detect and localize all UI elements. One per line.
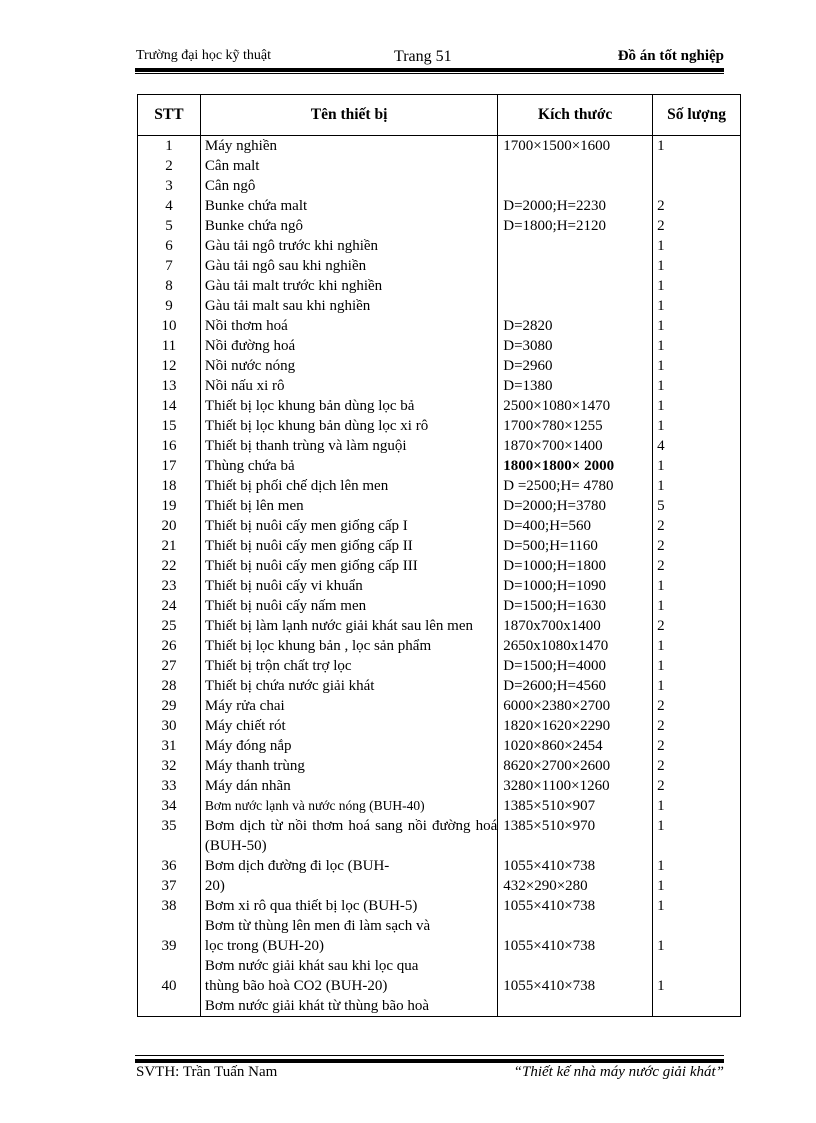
size-cell xyxy=(498,156,653,176)
size-cell: D=1500;H=1630 xyxy=(498,596,653,616)
size-cell: 2500×1080×1470 xyxy=(498,396,653,416)
name-cell: Máy rửa chai xyxy=(200,696,497,716)
stt-cell: 25 xyxy=(138,616,201,636)
name-cell: Gàu tải ngô trước khi nghiền xyxy=(200,236,497,256)
stt-cell: 23 xyxy=(138,576,201,596)
qty-cell: 2 xyxy=(653,556,741,576)
name-cell: Máy nghiền xyxy=(200,136,497,157)
qty-cell xyxy=(653,176,741,196)
stt-cell: 21 xyxy=(138,536,201,556)
size-cell: 3280×1100×1260 xyxy=(498,776,653,796)
table-row xyxy=(138,376,741,396)
table-row xyxy=(138,256,741,276)
qty-cell: 1 xyxy=(653,576,741,596)
table-row xyxy=(138,136,741,157)
qty-cell: 1 xyxy=(653,416,741,436)
name-cell: Bơm dịch đường đi lọc (BUH- xyxy=(200,856,497,876)
name-cell: Nồi thơm hoá xyxy=(200,316,497,336)
name-cell: 20) xyxy=(200,876,497,896)
name-cell: Thiết bị nuôi cấy nấm men xyxy=(200,596,497,616)
size-cell: 2650x1080x1470 xyxy=(498,636,653,656)
table-row xyxy=(138,716,741,736)
footer-author: SVTH: Trần Tuấn Nam xyxy=(136,1064,278,1080)
size-cell xyxy=(498,176,653,196)
table-row xyxy=(138,156,741,176)
table-row xyxy=(138,176,741,196)
stt-cell: 29 xyxy=(138,696,201,716)
size-cell: D=1500;H=4000 xyxy=(498,656,653,676)
table-row xyxy=(138,536,741,556)
table-row xyxy=(138,656,741,676)
size-cell: D=3080 xyxy=(498,336,653,356)
stt-cell: 4 xyxy=(138,196,201,216)
qty-cell: 1 xyxy=(653,596,741,616)
name-cell: Thiết bị thanh trùng và làm nguội xyxy=(200,436,497,456)
stt-cell: 15 xyxy=(138,416,201,436)
qty-cell: 4 xyxy=(653,436,741,456)
size-cell: 1800×1800× 2000 xyxy=(498,456,653,476)
name-cell: Gàu tải malt trước khi nghiền xyxy=(200,276,497,296)
size-cell: 1020×860×2454 xyxy=(498,736,653,756)
size-cell: D=2000;H=2230 xyxy=(498,196,653,216)
table-row xyxy=(138,816,741,856)
stt-cell: 38 xyxy=(138,896,201,916)
name-cell: Gàu tải ngô sau khi nghiền xyxy=(200,256,497,276)
table-row xyxy=(138,876,741,896)
name-cell: Thiết bị chứa nước giải khát xyxy=(200,676,497,696)
size-cell: 1870×700×1400 xyxy=(498,436,653,456)
qty-cell: 1 xyxy=(653,656,741,676)
header-school: Trường đại học kỹ thuật xyxy=(136,48,272,63)
table-row xyxy=(138,996,741,1017)
name-cell: Cân malt xyxy=(200,156,497,176)
header-rule xyxy=(135,68,724,72)
name-cell: Máy thanh trùng xyxy=(200,756,497,776)
size-cell xyxy=(498,256,653,276)
stt-cell: 36 xyxy=(138,856,201,876)
name-cell: Nồi đường hoá xyxy=(200,336,497,356)
qty-cell: 1 xyxy=(653,336,741,356)
stt-cell: 18 xyxy=(138,476,201,496)
size-cell xyxy=(498,956,653,976)
qty-cell: 1 xyxy=(653,396,741,416)
stt-cell: 3 xyxy=(138,176,201,196)
table-row xyxy=(138,516,741,536)
col-name: Tên thiết bị xyxy=(200,95,497,136)
qty-cell: 1 xyxy=(653,896,741,916)
size-cell: 1055×410×738 xyxy=(498,856,653,876)
size-cell xyxy=(498,916,653,936)
stt-cell: 17 xyxy=(138,456,201,476)
name-cell: Thiết bị nuôi cấy men giống cấp II xyxy=(200,536,497,556)
qty-cell: 2 xyxy=(653,216,741,236)
qty-cell: 1 xyxy=(653,876,741,896)
col-qty: Số lượng xyxy=(653,95,741,136)
qty-cell: 1 xyxy=(653,456,741,476)
qty-cell: 1 xyxy=(653,256,741,276)
qty-cell: 2 xyxy=(653,516,741,536)
qty-cell: 1 xyxy=(653,816,741,856)
name-cell: Thiết bị nuôi cấy men giống cấp III xyxy=(200,556,497,576)
size-cell: D =2500;H= 4780 xyxy=(498,476,653,496)
table-body xyxy=(138,136,741,1017)
stt-cell: 16 xyxy=(138,436,201,456)
qty-cell: 5 xyxy=(653,496,741,516)
name-cell: Thùng chứa bả xyxy=(200,456,497,476)
name-cell: Thiết bị phối chế dịch lên men xyxy=(200,476,497,496)
size-cell: D=2820 xyxy=(498,316,653,336)
name-cell: Thiết bị nuôi cấy men giống cấp I xyxy=(200,516,497,536)
header-title: Đồ án tốt nghiệp xyxy=(617,48,724,64)
stt-cell: 5 xyxy=(138,216,201,236)
name-cell: Bơm từ thùng lên men đi làm sạch và xyxy=(200,916,497,936)
table-row xyxy=(138,276,741,296)
qty-cell: 1 xyxy=(653,796,741,816)
name-cell: lọc trong (BUH-20) xyxy=(200,936,497,956)
name-cell: Bơm nước lạnh và nước nóng (BUH-40) xyxy=(200,796,497,816)
stt-cell: 35 xyxy=(138,816,201,856)
table-row xyxy=(138,216,741,236)
stt-cell: 31 xyxy=(138,736,201,756)
name-cell: Máy chiết rót xyxy=(200,716,497,736)
table-row xyxy=(138,336,741,356)
stt-cell: 22 xyxy=(138,556,201,576)
qty-cell: 1 xyxy=(653,636,741,656)
qty-cell: 1 xyxy=(653,856,741,876)
qty-cell: 1 xyxy=(653,676,741,696)
qty-cell: 2 xyxy=(653,616,741,636)
stt-cell: 6 xyxy=(138,236,201,256)
table-row xyxy=(138,956,741,976)
name-cell: Nồi nước nóng xyxy=(200,356,497,376)
qty-cell xyxy=(653,996,741,1017)
qty-cell: 1 xyxy=(653,236,741,256)
table-row xyxy=(138,676,741,696)
name-cell: Bơm nước giải khát từ thùng bão hoà xyxy=(200,996,497,1017)
table-row xyxy=(138,976,741,996)
stt-cell: 33 xyxy=(138,776,201,796)
name-cell: Thiết bị làm lạnh nước giải khát sau lên men xyxy=(200,616,497,636)
stt-cell: 1 xyxy=(138,136,201,157)
size-cell: 1055×410×738 xyxy=(498,896,653,916)
equipment-table xyxy=(137,94,741,1017)
stt-cell xyxy=(138,956,201,976)
size-cell: 1055×410×738 xyxy=(498,976,653,996)
table-row xyxy=(138,696,741,716)
size-cell: 432×290×280 xyxy=(498,876,653,896)
name-cell: Bơm xi rô qua thiết bị lọc (BUH-5) xyxy=(200,896,497,916)
size-cell: D=400;H=560 xyxy=(498,516,653,536)
table-row xyxy=(138,396,741,416)
table-row xyxy=(138,896,741,916)
size-cell: 1820×1620×2290 xyxy=(498,716,653,736)
stt-cell: 8 xyxy=(138,276,201,296)
size-cell: D=1000;H=1800 xyxy=(498,556,653,576)
size-cell: 8620×2700×2600 xyxy=(498,756,653,776)
table-row xyxy=(138,436,741,456)
stt-cell: 20 xyxy=(138,516,201,536)
qty-cell xyxy=(653,156,741,176)
table-row xyxy=(138,296,741,316)
page-number: Trang 51 xyxy=(394,48,452,65)
size-cell: 1385×510×970 xyxy=(498,816,653,856)
stt-cell: 12 xyxy=(138,356,201,376)
stt-cell: 34 xyxy=(138,796,201,816)
name-cell: Bunke chứa malt xyxy=(200,196,497,216)
table-row xyxy=(138,916,741,936)
stt-cell: 2 xyxy=(138,156,201,176)
qty-cell: 2 xyxy=(653,696,741,716)
size-cell: 1700×1500×1600 xyxy=(498,136,653,157)
qty-cell: 2 xyxy=(653,776,741,796)
stt-cell: 39 xyxy=(138,936,201,956)
stt-cell: 9 xyxy=(138,296,201,316)
qty-cell: 1 xyxy=(653,476,741,496)
size-cell: D=2600;H=4560 xyxy=(498,676,653,696)
qty-cell: 2 xyxy=(653,736,741,756)
name-cell: Nồi nấu xi rô xyxy=(200,376,497,396)
table-row xyxy=(138,936,741,956)
table-row xyxy=(138,236,741,256)
size-cell xyxy=(498,296,653,316)
qty-cell: 1 xyxy=(653,296,741,316)
size-cell: D=2960 xyxy=(498,356,653,376)
table-row xyxy=(138,616,741,636)
size-cell: 1700×780×1255 xyxy=(498,416,653,436)
size-cell: 1870x700x1400 xyxy=(498,616,653,636)
qty-cell: 1 xyxy=(653,316,741,336)
qty-cell xyxy=(653,956,741,976)
size-cell: D=1800;H=2120 xyxy=(498,216,653,236)
name-cell: Thiết bị lọc khung bản dùng lọc bả xyxy=(200,396,497,416)
name-cell: Gàu tải malt sau khi nghiền xyxy=(200,296,497,316)
qty-cell: 2 xyxy=(653,756,741,776)
name-cell: Máy đóng nắp xyxy=(200,736,497,756)
size-cell: D=2000;H=3780 xyxy=(498,496,653,516)
size-cell xyxy=(498,996,653,1017)
stt-cell: 28 xyxy=(138,676,201,696)
stt-cell: 24 xyxy=(138,596,201,616)
col-size: Kích thước xyxy=(498,95,653,136)
table-row xyxy=(138,196,741,216)
name-cell: Bơm nước giải khát sau khi lọc qua xyxy=(200,956,497,976)
stt-cell: 14 xyxy=(138,396,201,416)
stt-cell: 11 xyxy=(138,336,201,356)
size-cell: D=500;H=1160 xyxy=(498,536,653,556)
table-row xyxy=(138,416,741,436)
size-cell xyxy=(498,276,653,296)
size-cell: D=1380 xyxy=(498,376,653,396)
table-row xyxy=(138,596,741,616)
name-cell: thùng bão hoà CO2 (BUH-20) xyxy=(200,976,497,996)
size-cell xyxy=(498,236,653,256)
name-cell: Bunke chứa ngô xyxy=(200,216,497,236)
qty-cell: 2 xyxy=(653,536,741,556)
qty-cell: 1 xyxy=(653,976,741,996)
footer-rule-thin xyxy=(135,1055,724,1056)
qty-cell: 1 xyxy=(653,136,741,157)
size-cell: 6000×2380×2700 xyxy=(498,696,653,716)
qty-cell: 2 xyxy=(653,716,741,736)
stt-cell: 13 xyxy=(138,376,201,396)
col-stt: STT xyxy=(138,95,201,136)
stt-cell: 10 xyxy=(138,316,201,336)
footer-rule xyxy=(135,1059,724,1063)
stt-cell xyxy=(138,996,201,1017)
table-row xyxy=(138,576,741,596)
stt-cell: 19 xyxy=(138,496,201,516)
qty-cell: 1 xyxy=(653,376,741,396)
name-cell: Máy dán nhãn xyxy=(200,776,497,796)
table-row xyxy=(138,756,741,776)
qty-cell: 1 xyxy=(653,276,741,296)
stt-cell: 27 xyxy=(138,656,201,676)
name-cell: Thiết bị lọc khung bản dùng lọc xi rô xyxy=(200,416,497,436)
qty-cell: 1 xyxy=(653,936,741,956)
table-row xyxy=(138,636,741,656)
name-cell: Thiết bị trộn chất trợ lọc xyxy=(200,656,497,676)
table-header-row xyxy=(138,95,741,136)
table-row xyxy=(138,496,741,516)
size-cell: 1055×410×738 xyxy=(498,936,653,956)
table-row xyxy=(138,456,741,476)
stt-cell: 26 xyxy=(138,636,201,656)
size-cell: D=1000;H=1090 xyxy=(498,576,653,596)
header-rule-thin xyxy=(135,73,724,74)
stt-cell xyxy=(138,916,201,936)
name-cell: Thiết bị lọc khung bản , lọc sản phẩm xyxy=(200,636,497,656)
table-row xyxy=(138,316,741,336)
name-cell: Bơm dịch từ nồi thơm hoá sang nồi đường hoá (BUH-50) xyxy=(200,816,497,856)
footer-project: “Thiết kế nhà máy nước giải khát” xyxy=(513,1064,724,1080)
table-row xyxy=(138,776,741,796)
qty-cell: 1 xyxy=(653,356,741,376)
name-cell: Cân ngô xyxy=(200,176,497,196)
table-row xyxy=(138,476,741,496)
stt-cell: 37 xyxy=(138,876,201,896)
table-row xyxy=(138,356,741,376)
stt-cell: 32 xyxy=(138,756,201,776)
name-cell: Thiết bị lên men xyxy=(200,496,497,516)
stt-cell: 40 xyxy=(138,976,201,996)
table-row xyxy=(138,796,741,816)
qty-cell: 2 xyxy=(653,196,741,216)
qty-cell xyxy=(653,916,741,936)
table-row xyxy=(138,736,741,756)
table-row xyxy=(138,856,741,876)
size-cell: 1385×510×907 xyxy=(498,796,653,816)
name-cell: Thiết bị nuôi cấy vi khuẩn xyxy=(200,576,497,596)
table-row xyxy=(138,556,741,576)
stt-cell: 30 xyxy=(138,716,201,736)
stt-cell: 7 xyxy=(138,256,201,276)
